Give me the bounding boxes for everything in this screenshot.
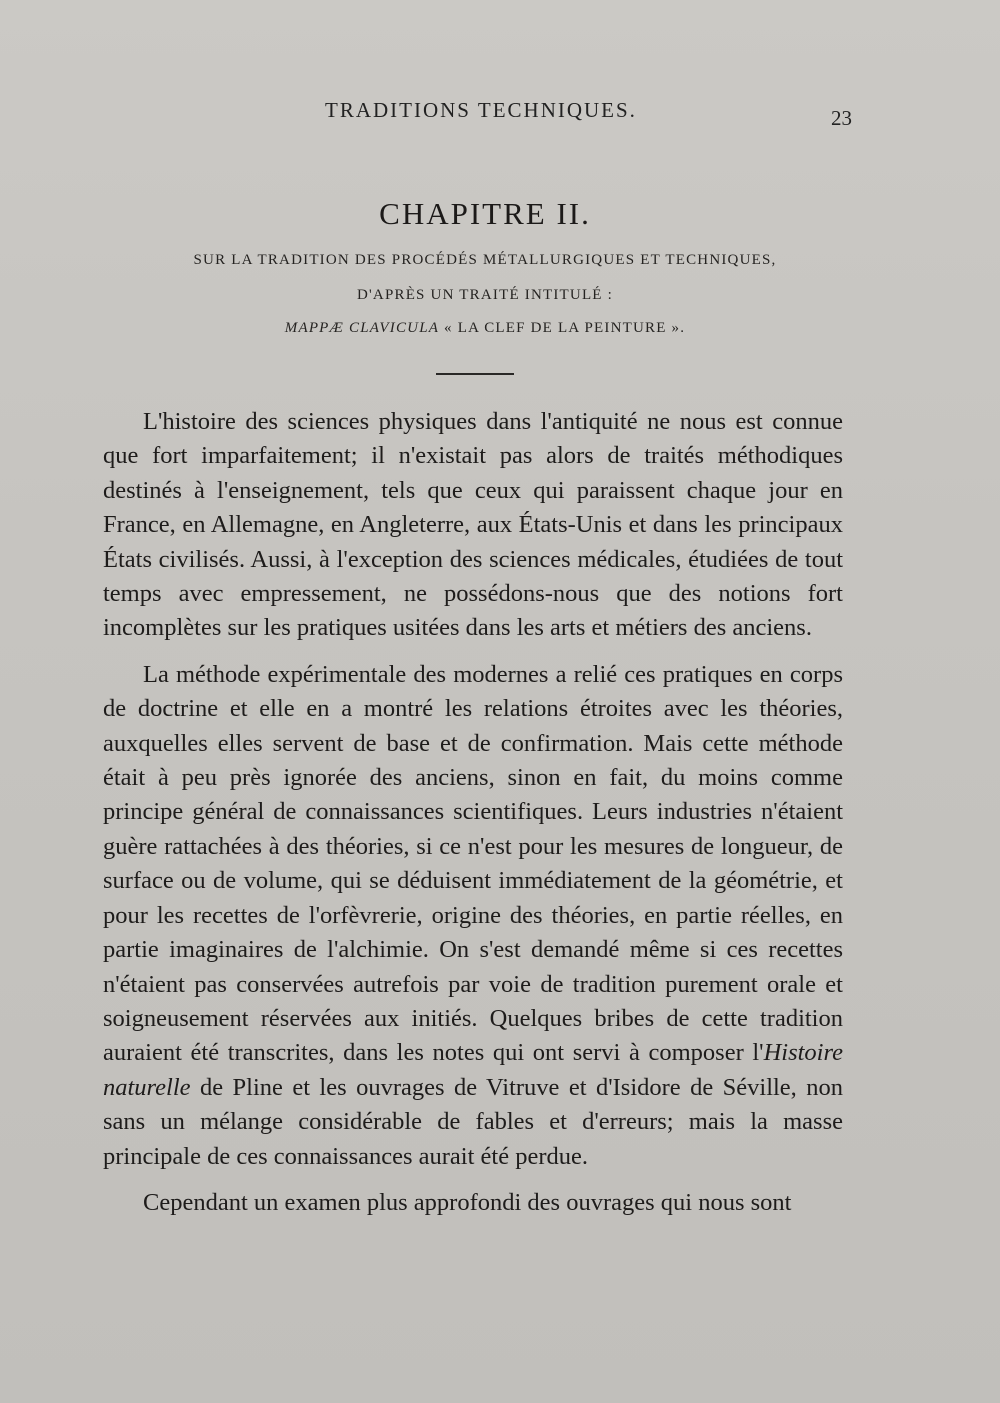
paragraph-2-part-1: La méthode expérimentale des modernes a relié ces pratiques en corps de doctrine et elle en a montré les relations étroites avec les théories, auxquelles elles servent de base et de confirmation. Mais cette méthode était à peu près ignorée des anciens, sinon en fait, du moins comme principe général de connaissances scientifiques. Leurs industries n'étaient guère rattachées à des théories, si ce n'est pour les mesures de longueur, de surface ou de volume, qui se déduisent immédiatement de la géométrie, et pour les recettes de l'orfèvrerie, origine des théories, en partie réelles, en partie imaginaires de l'alchimie. On s'est demandé même si ces recettes n'étaient pas conservées autrefois par voie de tradition purement orale et soigneusement réservées aux initiés. Quelques bribes de cette tradition auraient été transcrites, dans les notes qui ont servi à composer l' — [103, 660, 843, 1067]
treatise-title: MAPPÆ CLAVICULA — [284, 320, 440, 336]
book-title-reference: Histoire naturelle — [103, 1039, 843, 1101]
page-number: 23 — [831, 106, 852, 130]
paragraph-2-part-2: de Pline et les ouvrages de Vitruve et d'Isidore de Séville, non sans un mélange considérable de fables et d'erreurs; mais la masse principale de ces connaissances aurait été perdue. — [103, 1073, 843, 1170]
running-title: TRADITIONS TECHNIQUES. — [325, 98, 637, 122]
paragraph-1: L'histoire des sciences physiques dans l'antiquité ne nous est connue que fort imparfaitement; il n'existait pas alors de traités méthodiques destinés à l'enseignement, tels que ceux qui paraissent chaque jour en France, en Allemagne, en Angleterre, aux États-Unis et dans les principaux États civilisés. Aussi, à l'exception des sciences médicales, étudiées de tout temps avec empressement, ne possédons-nous que des notions fort incomplètes sur les pratiques usitées dans les arts et métiers des anciens. — [103, 408, 843, 642]
chapter-title: CHAPITRE II. — [379, 196, 591, 231]
paragraph-2 — [103, 658, 843, 1174]
chapter-subtitle-line-1: SUR LA TRADITION DES PROCÉDÉS MÉTALLURGIQUES ET TECHNIQUES, — [193, 252, 777, 268]
body-text — [103, 405, 843, 1220]
chapter-subtitle-line-2: D'APRÈS UN TRAITÉ INTITULÉ : — [356, 287, 613, 303]
page-header — [100, 98, 860, 138]
paragraph-3: Cependant un examen plus approfondi des ouvrages qui nous sont — [143, 1188, 792, 1216]
section-divider — [436, 373, 514, 375]
treatise-translation: « LA CLEF DE LA PEINTURE ». — [439, 320, 686, 336]
chapter-subtitle-line-3 — [0, 320, 970, 337]
